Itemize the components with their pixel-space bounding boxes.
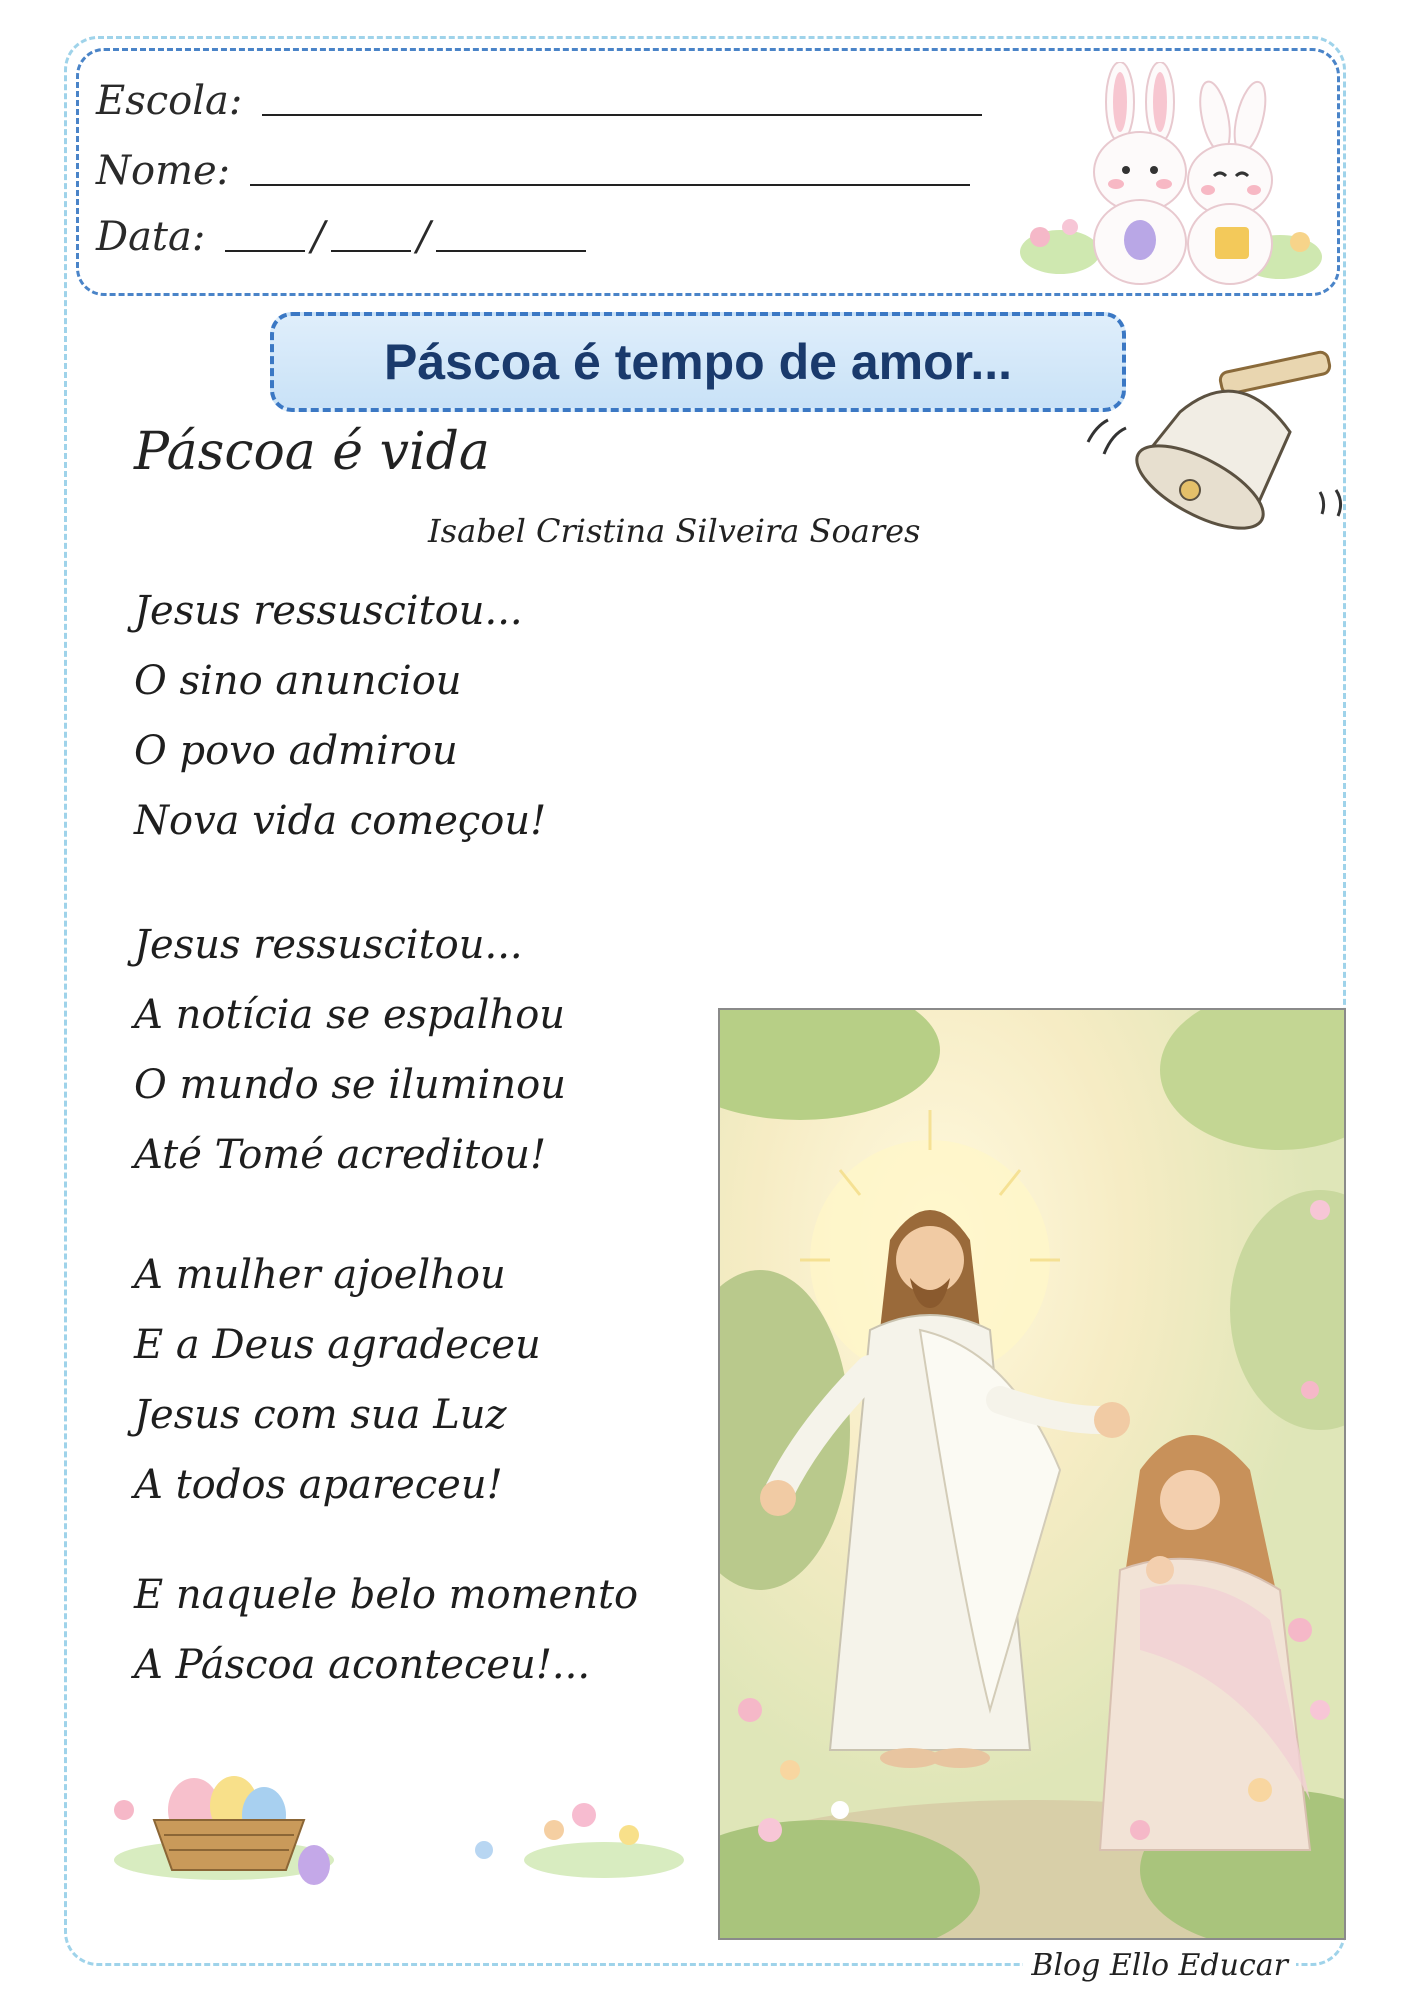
date-day-line[interactable] xyxy=(225,250,305,252)
verse-line: A Páscoa aconteceu!... xyxy=(134,1642,591,1688)
verse-line: A notícia se espalhou xyxy=(134,992,566,1038)
verse-line: Até Tomé acreditou! xyxy=(134,1132,547,1178)
school-label: Escola: xyxy=(96,78,243,124)
footer-credit: Blog Ello Educar xyxy=(1023,1948,1296,1983)
date-field xyxy=(96,214,586,260)
poem-author: Isabel Cristina Silveira Soares xyxy=(428,512,921,550)
verse-line: E a Deus agradeceu xyxy=(134,1322,541,1368)
name-line[interactable] xyxy=(250,184,970,186)
easter-egg-basket-icon xyxy=(84,1740,684,1890)
school-line[interactable] xyxy=(262,114,982,116)
stanza-2 xyxy=(134,910,566,1190)
verse-line: O povo admirou xyxy=(134,728,458,774)
date-month-line[interactable] xyxy=(331,250,411,252)
stanza-3 xyxy=(134,1240,541,1520)
resurrection-scene-icon xyxy=(720,1010,1346,1940)
name-label: Nome: xyxy=(96,148,231,194)
verse-line: Nova vida começou! xyxy=(134,798,547,844)
page-title: Páscoa é tempo de amor... xyxy=(383,334,1013,390)
verse-line: E naquele belo momento xyxy=(134,1572,639,1618)
verse-line: A todos apareceu! xyxy=(134,1462,503,1508)
verse-line: Jesus com sua Luz xyxy=(134,1392,507,1438)
name-field xyxy=(96,148,970,194)
verse-line: O mundo se iluminou xyxy=(134,1062,566,1108)
date-separator: / xyxy=(311,214,325,260)
school-field xyxy=(96,78,982,124)
date-separator: / xyxy=(416,214,431,260)
resurrection-scene-illustration xyxy=(718,1008,1346,1940)
bell-icon xyxy=(1070,342,1350,542)
stanza-1 xyxy=(134,576,546,856)
verse-line: O sino anunciou xyxy=(134,658,462,704)
easter-bunnies-icon xyxy=(1000,62,1330,292)
stanza-4 xyxy=(134,1560,638,1700)
verse-line: Jesus ressuscitou... xyxy=(134,588,523,634)
title-banner xyxy=(270,312,1126,412)
verse-line: Jesus ressuscitou... xyxy=(134,922,523,968)
verse-line: A mulher ajoelhou xyxy=(134,1252,506,1298)
date-label: Data: xyxy=(96,214,206,260)
date-year-line[interactable] xyxy=(436,250,586,252)
poem-title: Páscoa é vida xyxy=(134,422,490,482)
